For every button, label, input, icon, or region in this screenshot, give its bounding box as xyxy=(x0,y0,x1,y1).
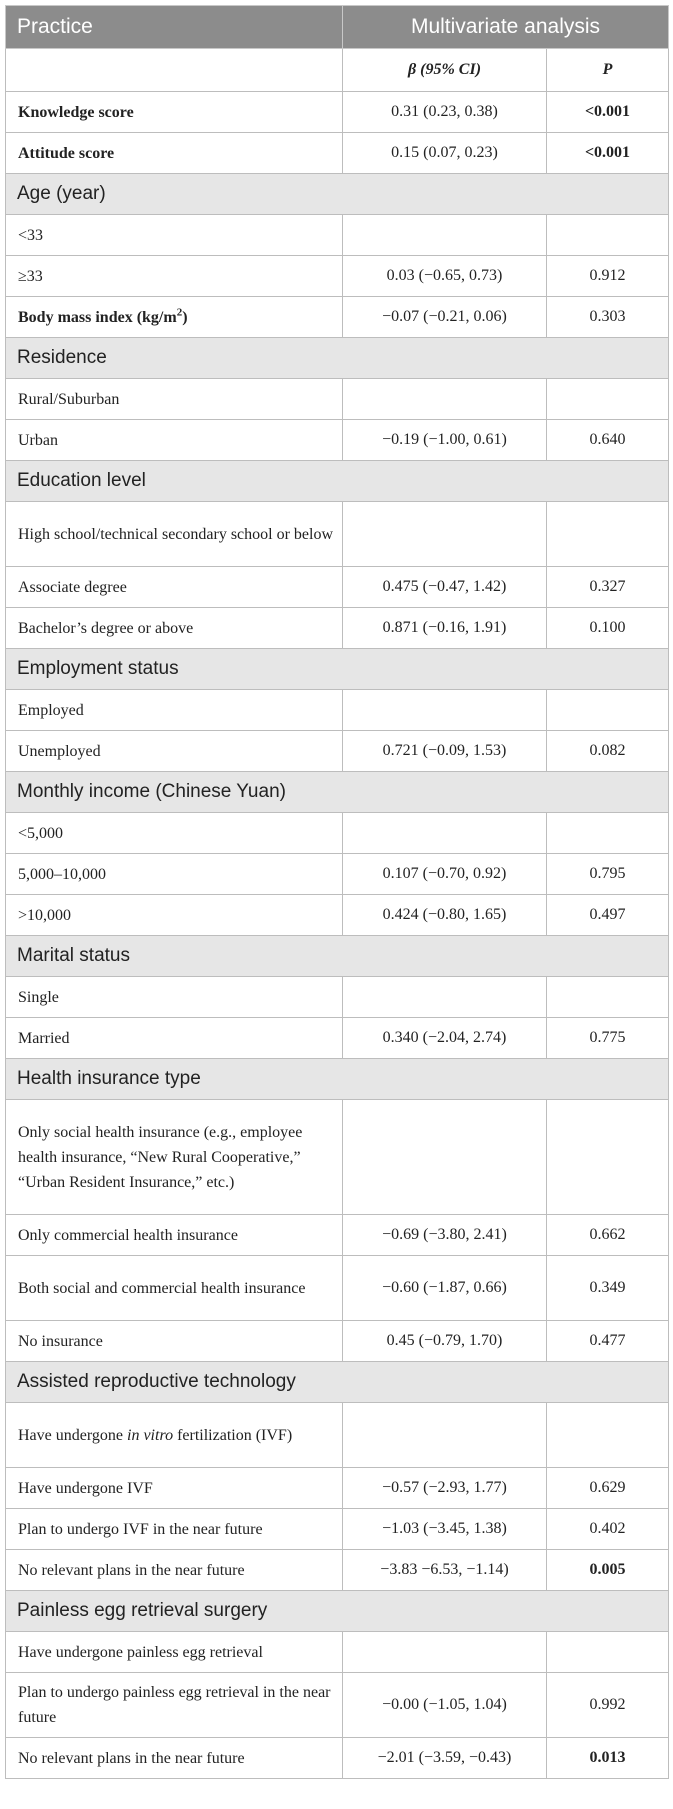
row-beta: 0.424 (−0.80, 1.65) xyxy=(343,895,547,936)
row-label: <5,000 xyxy=(6,813,343,854)
row-p: 0.013 xyxy=(547,1738,669,1779)
table-row xyxy=(6,813,669,854)
section-row xyxy=(6,338,669,379)
multivariate-analysis-table xyxy=(5,5,669,1779)
row-beta: 0.340 (−2.04, 2.74) xyxy=(343,1018,547,1059)
row-label: Have undergone painless egg retrieval xyxy=(6,1632,343,1673)
section-title: Employment status xyxy=(6,649,669,690)
row-label: Have undergone in vitro fertilization (IVF) xyxy=(6,1403,343,1468)
row-beta: −0.07 (−0.21, 0.06) xyxy=(343,297,547,338)
subheader-blank xyxy=(6,49,343,92)
row-label: <33 xyxy=(6,215,343,256)
table-row xyxy=(6,690,669,731)
row-beta: −1.03 (−3.45, 1.38) xyxy=(343,1509,547,1550)
row-beta xyxy=(343,977,547,1018)
table-row xyxy=(6,1738,669,1779)
table-row xyxy=(6,854,669,895)
row-p xyxy=(547,502,669,567)
row-label: Associate degree xyxy=(6,567,343,608)
row-beta xyxy=(343,690,547,731)
row-label: Bachelor’s degree or above xyxy=(6,608,343,649)
row-p xyxy=(547,690,669,731)
row-label: High school/technical secondary school or below xyxy=(6,502,343,567)
row-p: 0.327 xyxy=(547,567,669,608)
row-beta xyxy=(343,1632,547,1673)
row-label: >10,000 xyxy=(6,895,343,936)
table-row xyxy=(6,379,669,420)
header-multivariate-analysis: Multivariate analysis xyxy=(343,6,669,49)
table-row xyxy=(6,297,669,338)
row-beta: 0.45 (−0.79, 1.70) xyxy=(343,1321,547,1362)
row-p: 0.402 xyxy=(547,1509,669,1550)
table-row xyxy=(6,256,669,297)
section-row xyxy=(6,772,669,813)
table-row xyxy=(6,1215,669,1256)
table-row xyxy=(6,1256,669,1321)
table-row xyxy=(6,1632,669,1673)
row-beta xyxy=(343,1403,547,1468)
row-label: ≥33 xyxy=(6,256,343,297)
row-label: Married xyxy=(6,1018,343,1059)
subheader-beta: β (95% CI) xyxy=(343,49,547,92)
section-row xyxy=(6,1059,669,1100)
row-beta: −3.83 −6.53, −1.14) xyxy=(343,1550,547,1591)
row-p: 0.082 xyxy=(547,731,669,772)
row-p: 0.100 xyxy=(547,608,669,649)
subheader-row xyxy=(6,49,669,92)
row-beta: 0.31 (0.23, 0.38) xyxy=(343,92,547,133)
row-p: <0.001 xyxy=(547,92,669,133)
row-p xyxy=(547,215,669,256)
row-p: 0.629 xyxy=(547,1468,669,1509)
table-row xyxy=(6,895,669,936)
section-row xyxy=(6,1362,669,1403)
row-beta: 0.15 (0.07, 0.23) xyxy=(343,133,547,174)
row-label: Plan to undergo painless egg retrieval in the near future xyxy=(6,1673,343,1738)
row-p: 0.640 xyxy=(547,420,669,461)
row-p: 0.795 xyxy=(547,854,669,895)
row-beta: 0.03 (−0.65, 0.73) xyxy=(343,256,547,297)
row-beta: 0.871 (−0.16, 1.91) xyxy=(343,608,547,649)
table-row xyxy=(6,608,669,649)
table-row xyxy=(6,977,669,1018)
section-title: Residence xyxy=(6,338,669,379)
table-row xyxy=(6,1673,669,1738)
table-row xyxy=(6,133,669,174)
row-p xyxy=(547,813,669,854)
row-label: Rural/Suburban xyxy=(6,379,343,420)
row-label: Urban xyxy=(6,420,343,461)
row-label: Single xyxy=(6,977,343,1018)
row-p: 0.775 xyxy=(547,1018,669,1059)
section-row xyxy=(6,461,669,502)
row-label: Only social health insurance (e.g., employee health insurance, “New Rural Cooperative,” “Urban Resident Insurance,” etc.) xyxy=(6,1100,343,1215)
row-label: Plan to undergo IVF in the near future xyxy=(6,1509,343,1550)
row-beta: 0.475 (−0.47, 1.42) xyxy=(343,567,547,608)
table-header-row xyxy=(6,6,669,49)
header-practice: Practice xyxy=(6,6,343,49)
row-label: No relevant plans in the near future xyxy=(6,1550,343,1591)
row-p: 0.912 xyxy=(547,256,669,297)
section-row xyxy=(6,936,669,977)
subheader-p: P xyxy=(547,49,669,92)
row-beta xyxy=(343,379,547,420)
section-row xyxy=(6,1591,669,1632)
table-row xyxy=(6,1321,669,1362)
row-p xyxy=(547,1632,669,1673)
row-label: Have undergone IVF xyxy=(6,1468,343,1509)
table-row xyxy=(6,731,669,772)
row-beta: −0.19 (−1.00, 0.61) xyxy=(343,420,547,461)
row-beta: −0.69 (−3.80, 2.41) xyxy=(343,1215,547,1256)
row-label: Unemployed xyxy=(6,731,343,772)
row-label: No insurance xyxy=(6,1321,343,1362)
table-row xyxy=(6,1100,669,1215)
row-p: 0.349 xyxy=(547,1256,669,1321)
row-beta: 0.721 (−0.09, 1.53) xyxy=(343,731,547,772)
row-label: Only commercial health insurance xyxy=(6,1215,343,1256)
row-label: Knowledge score xyxy=(6,92,343,133)
table-row xyxy=(6,1468,669,1509)
row-beta xyxy=(343,1100,547,1215)
row-beta: −0.60 (−1.87, 0.66) xyxy=(343,1256,547,1321)
table-row xyxy=(6,567,669,608)
table-row xyxy=(6,215,669,256)
row-beta: 0.107 (−0.70, 0.92) xyxy=(343,854,547,895)
section-title: Marital status xyxy=(6,936,669,977)
section-row xyxy=(6,649,669,690)
section-title: Painless egg retrieval surgery xyxy=(6,1591,669,1632)
row-label: Attitude score xyxy=(6,133,343,174)
table-row xyxy=(6,1550,669,1591)
row-label: Body mass index $(kg/m^2)$ xyxy=(6,297,343,338)
row-p: 0.662 xyxy=(547,1215,669,1256)
table-row xyxy=(6,1509,669,1550)
table-row xyxy=(6,1018,669,1059)
table-row xyxy=(6,502,669,567)
row-p: 0.477 xyxy=(547,1321,669,1362)
row-beta: −0.57 (−2.93, 1.77) xyxy=(343,1468,547,1509)
row-p xyxy=(547,1100,669,1215)
row-p: <0.001 xyxy=(547,133,669,174)
row-p xyxy=(547,379,669,420)
row-beta xyxy=(343,813,547,854)
table-row xyxy=(6,92,669,133)
table-row xyxy=(6,1403,669,1468)
section-title: Age (year) xyxy=(6,174,669,215)
row-beta: −2.01 (−3.59, −0.43) xyxy=(343,1738,547,1779)
section-row xyxy=(6,174,669,215)
row-label: No relevant plans in the near future xyxy=(6,1738,343,1779)
row-beta xyxy=(343,502,547,567)
row-p xyxy=(547,1403,669,1468)
row-p: 0.497 xyxy=(547,895,669,936)
row-label: 5,000–10,000 xyxy=(6,854,343,895)
section-title: Monthly income (Chinese Yuan) xyxy=(6,772,669,813)
section-title: Education level xyxy=(6,461,669,502)
row-label: Employed xyxy=(6,690,343,731)
row-p xyxy=(547,977,669,1018)
row-beta: −0.00 (−1.05, 1.04) xyxy=(343,1673,547,1738)
table-row xyxy=(6,420,669,461)
section-title: Health insurance type xyxy=(6,1059,669,1100)
row-p: 0.992 xyxy=(547,1673,669,1738)
row-p: 0.303 xyxy=(547,297,669,338)
section-title: Assisted reproductive technology xyxy=(6,1362,669,1403)
row-beta xyxy=(343,215,547,256)
row-label: Both social and commercial health insurance xyxy=(6,1256,343,1321)
row-p: 0.005 xyxy=(547,1550,669,1591)
